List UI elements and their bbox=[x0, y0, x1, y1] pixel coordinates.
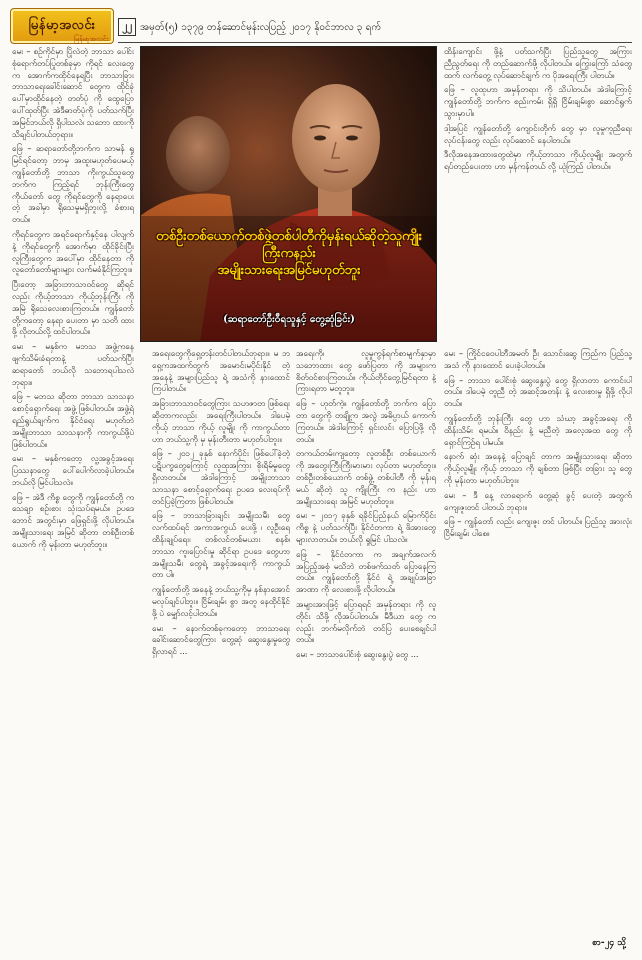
paragraph: မေး – ၂၀၁၇ ခုနှစ် ရခိုင်ပြည်နယ် မြောက်ပိုင်း ကိစ္စ နဲ့ ပတ်သက်ပြီး နိုင်ငံတကာ ရဲ့ ဖိအားတွေ များလာတယ်။ ဘယ်လို ရှုမြင် ပါသလဲ။ bbox=[296, 510, 436, 544]
paragraph: အခြားဘာသာဝင်တွေကြား သဟဇာတ ဖြစ်ရေး ဆိုတာကလည်း အရေးကြီးပါတယ်။ ဒါပေမဲ့ ကိုယ့် ဘာသာ ကိုယ့် လူမျိုး ကို ကာကွယ်တာ ဟာ ဘယ်သူ့ကို မှ မုန်းတီးတာ မဟုတ်ပါဘူး။ bbox=[152, 398, 290, 444]
page-number: ၂၂ bbox=[118, 18, 136, 36]
article-column-3 bbox=[296, 348, 436, 946]
paragraph: ဖြေ – ဆရာတော်တို့ဘက်က သာမန် ရှုမြင်ရင်တော့ ဘာမှ အထူးမဟုတ်ပေမယ့် ကျွန်တော်တို့ ဘာသာ ကိုးကွယ်သူတွေ ဘက်က ကြည့်ရင် ဘုန်းကြီးတွေ ကိုယ်တော် တွေ ကိုရင်တွေကို နေရာပေးတဲ့ အခါမှာ ရိုသေမှုမရှိဘူးလို့ ခံစားရတယ်။ bbox=[12, 143, 134, 225]
monk-photo bbox=[140, 46, 437, 342]
paragraph: ဖြေ – ဘာသာ ပေါင်းစုံ ဆွေးနွေးပွဲ တွေ ရှိလာတာ ကောင်းပါတယ်။ ဒါပေမဲ့ တူညီ တဲ့ အဆင့်အတန်း နဲ့ လေးစားမှု ရှိဖို့ လိုပါတယ်။ bbox=[444, 374, 632, 409]
paragraph: ဒါ့အပြင် ကျွန်တော်တို့ ကျောင်းတိုက် တွေ မှာ လူမှုကူညီရေး လုပ်ငန်းတွေ လည်း လုပ်ဆောင် နေပါတယ်။ bbox=[444, 122, 632, 145]
paragraph: မေး – ဒီ နေ့ လာရောက် တွေ့ဆုံ ခွင့် ပေးတဲ့ အတွက် ကျေးဇူးတင် ပါတယ် ဘုရား။ bbox=[444, 489, 632, 512]
issue-line: အမှတ်(၅) ၁၃၇၉ တန်ဆောင်မုန်းလပြည့် ၂၀၁၇ နိုဝင်ဘာလ ၃ ရက် bbox=[140, 22, 382, 33]
paragraph: ကိုရင်တွေက အရင်ရောက်နှင့်နေ ပါလျက်နဲ့ ကိုရင်တွေကို အောက်မှာ ထိုင်ခိုင်းပြီး လူကြီးတွေက အပေါ်မှာ ထိုင်နေတာ ကို လူတော်တော်များများ လက်မခံနိုင်ကြဘူး။ bbox=[12, 228, 134, 275]
paragraph: ပြီးတော့ အခြားဘာသာဝင်တွေ ဆိုရင်လည်း ကိုယ့်ဘာသာ ကိုယ့်ဘုန်းကြီး ကို အမြဲ ရိုသေလေးစားကြတယ်။ ကျွန်တော် တို့ကတော့ နေရာ ပေးတာ မှာ သတိ ထားဖို့ လိုတယ်လို့ ထင်ပါတယ်။ bbox=[12, 279, 134, 337]
paragraph: နောက် ဆုံး အနေနဲ့ ပြောချင် တာက အမျိုးသားရေး ဆိုတာ ကိုယ့်လူမျိုး ကိုယ့် ဘာသာ ကို ချစ်တာ ဖြစ်ပြီး တခြား သူ တွေ ကို မုန်းတာ မဟုတ်ပါဘူး။ bbox=[444, 451, 632, 485]
article-column-1 bbox=[12, 46, 134, 944]
paragraph: ဖြေ – အဲဒီ ကိစ္စ တွေကို ကျွန်တော်တို့ က သေချာ စဉ်းစား သုံးသပ်ရမယ်။ ဥပဒေ ဘောင် အတွင်းမှာ ဖြေရှင်းဖို့ လိုပါတယ်။ အမျိုးသားရေး အမြင် ဆိုတာ တစ်ဦးတစ်ယောက် ကို မုန်းတာ မဟုတ်ဘူး။ bbox=[12, 491, 134, 549]
paragraph: အများအားဖြင့် ပြောရရင် အမှန်တရား ကို လူတိုင်း သိဖို့ လိုအပ်ပါတယ်။ မီဒီယာ တွေ ကလည်း ဘက်မလိုက်ဘဲ တင်ပြ ပေးစေချင်ပါတယ်။ bbox=[296, 598, 436, 645]
masthead-rule bbox=[118, 42, 632, 43]
paragraph: ဒီလိုအနေအထားတွေထဲမှာ ကိုယ့်ဘာသာ ကိုယ့်လူမျိုး အတွက် ရပ်တည်ပေးတာ ဟာ မှန်ကန်တယ် လို့ ယုံကြည် ပါတယ်။ bbox=[444, 149, 632, 172]
article-column-2 bbox=[152, 348, 290, 946]
paragraph: ဖြေ – နိုင်ငံတကာ က အချက်အလက် အပြည့်အစုံ မသိဘဲ တစ်ဖက်သတ် ပြောနေကြတယ်။ ကျွန်တော်တို့ နိုင်ငံ ရဲ့ အချုပ်အခြာ အာဏာ ကို လေးစားဖို့ လိုပါတယ်။ bbox=[296, 548, 436, 595]
paragraph: တကယ်တမ်းကျတော့ လူတစ်ဦး တစ်ယောက် ကို အတွေးကြီးကြီးမားမား လုပ်တာ မဟုတ်ဘူး။ တစ်ဦးတစ်ယောက် တစ်ဖွဲ့ တစ်ပါတီ ကို မုန်းရမယ် ဆိုတဲ့ သူ ကျိုးကြီး က နည်း ဟာ အမျိုးသားရေး အမြင် မဟုတ်ဘူး။ bbox=[296, 448, 436, 506]
paragraph: ဖြေ – ဘာသာခြားချင်း အမျိုးသမီး တွေ လက်ထပ်ရင် အကာအကွယ် ပေးဖို့ ၊ လူဦးရေ ထိန်းချုပ်ရေး၊ တစ်လင်တစ်မယား စနစ်၊ ဘာသာ ကူးပြောင်းမှု ဆိုင်ရာ ဥပဒေ တွေဟာ အမျိုးသမီး တွေရဲ့ အခွင့်အရေးကို ကာကွယ်တာ ပါ။ bbox=[152, 510, 290, 580]
paragraph: ထိန်းကျောင်း ဖို့နဲ့ ပတ်သက်ပြီး ပြည်သူတွေ အကြား ညီညွတ်ရေး ကို တည်ဆောက်ဖို့ လိုပါတယ်။ ကြွေးကြော် သံတွေ ထက် လက်တွေ့ လုပ်ဆောင်ချက် က ပိုအရေးကြီး ပါတယ်။ bbox=[444, 46, 632, 80]
paragraph: မေး – စဉ်ကိုင်မှာ ပြိုလဲတဲ့ ဘာသာ ပေါင်းစုံရောက်တပ်ပြုတစ်ခုမှာ ကိုရင် လေးတွေက အောက်ကထိုင်နေရပြီး ဘာသာခြား ဘာသာရေးခေါင်းဆောင် တွေက ထိုင်ခုံပေါ်မှာထိုင်နေတဲ့ တတ်ပုံ ကို ထွေပြောပေါ်ထုတ်ပြီး အဲဒီဓာတ်ပုံကို ပတ်သက်ပြီး အမြင်ဘယ်လို ရှိပါသလဲ၊ သဘော ထားကို သိချင်ပါတယ်ဘုရား။ bbox=[12, 46, 134, 139]
paragraph: မေး – မနှစ်က မဘသ အဖွဲ့ကနေ ဖျက်သိမ်းခံရတာနဲ့ ပတ်သက်ပြီး ဆရာတော် ဘယ်လို သဘောရပါသလဲဘုရား။ bbox=[12, 341, 134, 387]
paragraph: ဖြေ – ၂၀၁၂ ခုနှစ် နောက်ပိုင်း ဖြစ်ပေါ်ခဲ့တဲ့ ပဋိပက္ခတွေကြောင့် လူထုအကြား စိုးရိမ်မှုတွေ ရှိလာတယ်။ အဲဒါကြောင့် အမျိုးဘာသာ သာသနာ စောင့်ရှောက်ရေး ဥပဒေ လေးရပ်ကို တင်ပြခဲ့ကြတာ ဖြစ်ပါတယ်။ bbox=[152, 448, 290, 506]
paragraph: ဖြေ – မဘသ ဆိုတာ ဘာသာ သာသနာ စောင့်ရှောက်ရေး အဖွဲ့ ဖြစ်ပါတယ်။ အဖွဲ့ရဲ့ ရည်ရွယ်ချက်က နိုင်ငံရေး မဟုတ်ဘဲ အမျိုးဘာသာ သာသနာကို ကာကွယ်ဖို့ပဲ ဖြစ်ပါတယ်။ bbox=[12, 391, 134, 449]
paragraph: မေး – မနှစ်ကတော့ လူ့အခွင့်အရေး ပြဿနာတွေ ပေါ်ပေါက်လာခဲ့ပါတယ်။ ဘယ်လို မြင်ပါသလဲ။ bbox=[12, 453, 134, 487]
article-column-4-lower bbox=[444, 348, 632, 946]
photo-illustration bbox=[140, 46, 437, 342]
headline-line-2: အမျိုးသားရေးအမြင်မဟုတ်ဘူး bbox=[217, 263, 361, 278]
paragraph: ကျွန်တော်တို့ အနေနဲ့ ဘယ်သူ့ကိုမှ နစ်နာအောင် မလုပ်ချင်ပါဘူး။ ငြိမ်းချမ်း စွာ အတူ နေထိုင်နိုင်ဖို့ ပဲ မျှော်လင့်ပါတယ်။ bbox=[152, 584, 290, 618]
paragraph: မေး – ကြိုင်ငဝေပါဘီအမတ် ဦး သောင်းဆွေ ကြည်က ပြည်သူ့ အသံ ကို နားထောင် ပေးခဲ့ပါတယ်။ bbox=[444, 348, 632, 370]
masthead bbox=[10, 8, 632, 44]
headline-line-1: တစ်ဦးတစ်ယောက်တစ်ဖွဲ့တစ်ပါတီကိုမှန်းရယ်ဆိုတဲ့သူကျိုးကြီးကနည်း bbox=[156, 229, 422, 261]
article-byline: (ဆရာတော်ဦးဝီရသူနှင့် တွေ့ဆုံခြင်း) bbox=[223, 314, 355, 325]
logo-subtitle: မြန်မာ့အလင်း bbox=[74, 35, 109, 43]
paragraph: ဖြေ – ကျွန်တော် လည်း ကျေးဇူး တင် ပါတယ်။ ပြည်သူ အားလုံး ငြိမ်းချမ်း ပါစေ။ bbox=[444, 516, 632, 539]
continued-note: စာ-၂၄ သို့ bbox=[592, 938, 626, 948]
paragraph: အရေးတွေကိုရှေ့တန်းတင်ပါတယ်ဘုရား။ မ ဘ ရှေ့ကအထက်တွက် အမောင်းမပိုင်းနိုင် တဲ့ အနေနဲ့ အများပြည်သူ ရဲ့ အသံကို နားထောင် ကြပါတယ်။ bbox=[152, 348, 290, 394]
paragraph: ဖြေ – ဟုတ်ကဲ့။ ကျွန်တော်တို့ ဘက်က ပြောတာ တွေကို တချို့က အလွဲ အဓိပ္ပာယ် ကောက်ကြတယ်။ အဲဒါကြောင့် ရှင်းလင်း ပြောပြဖို့ လိုတယ်။ bbox=[296, 398, 436, 444]
article-column-4-upper bbox=[444, 46, 632, 342]
paragraph: မေး – ဘာသာပေါင်းစုံ ဆွေးနွေးပွဲ တွေ ... bbox=[296, 649, 419, 660]
paragraph: အရေးကို၊ လူမှုကွန်ရက်စာမျက်နှာမှာ သဘောထား တွေ ဖော်ပြတာ ကို အများက စိတ်ဝင်စားကြတယ်။ ကိုယ်တိုင်တွေ့မြင်ရတာ နဲ့ ကြားရတာ မတူဘူး။ bbox=[296, 348, 436, 394]
paragraph: မေး – နောက်တစ်ခုကတော့ ဘာသာရေး ခေါင်းဆောင်တွေကြား တွေ့ဆုံ ဆွေးနွေးမှုတွေ ရှိလာရင် ... bbox=[152, 622, 290, 657]
article-headline bbox=[148, 228, 430, 279]
paragraph: ဖြေ – လူထုဟာ အမှန်တရား ကို သိပါတယ်။ အဲဒါကြောင့် ကျွန်တော်တို့ ဘက်က စည်းကမ်း ရှိရှိ ငြိမ်းချမ်းစွာ ဆောင်ရွက် သွားမှာပါ။ bbox=[444, 84, 632, 118]
logo-text: မြန်မာ့အလင်း bbox=[28, 17, 96, 33]
paragraph: ကျွန်တော်တို့ ဘုန်းကြီး တွေ ဟာ သံဃာ့ အခွင့်အရေး ကို ထိန်းသိမ်း ရမယ်။ ဝိနည်း နဲ့ မညီတဲ့ အလေ့အထ တွေ ကို ရှောင်ကြဉ်ရ ပါမယ်။ bbox=[444, 412, 632, 447]
